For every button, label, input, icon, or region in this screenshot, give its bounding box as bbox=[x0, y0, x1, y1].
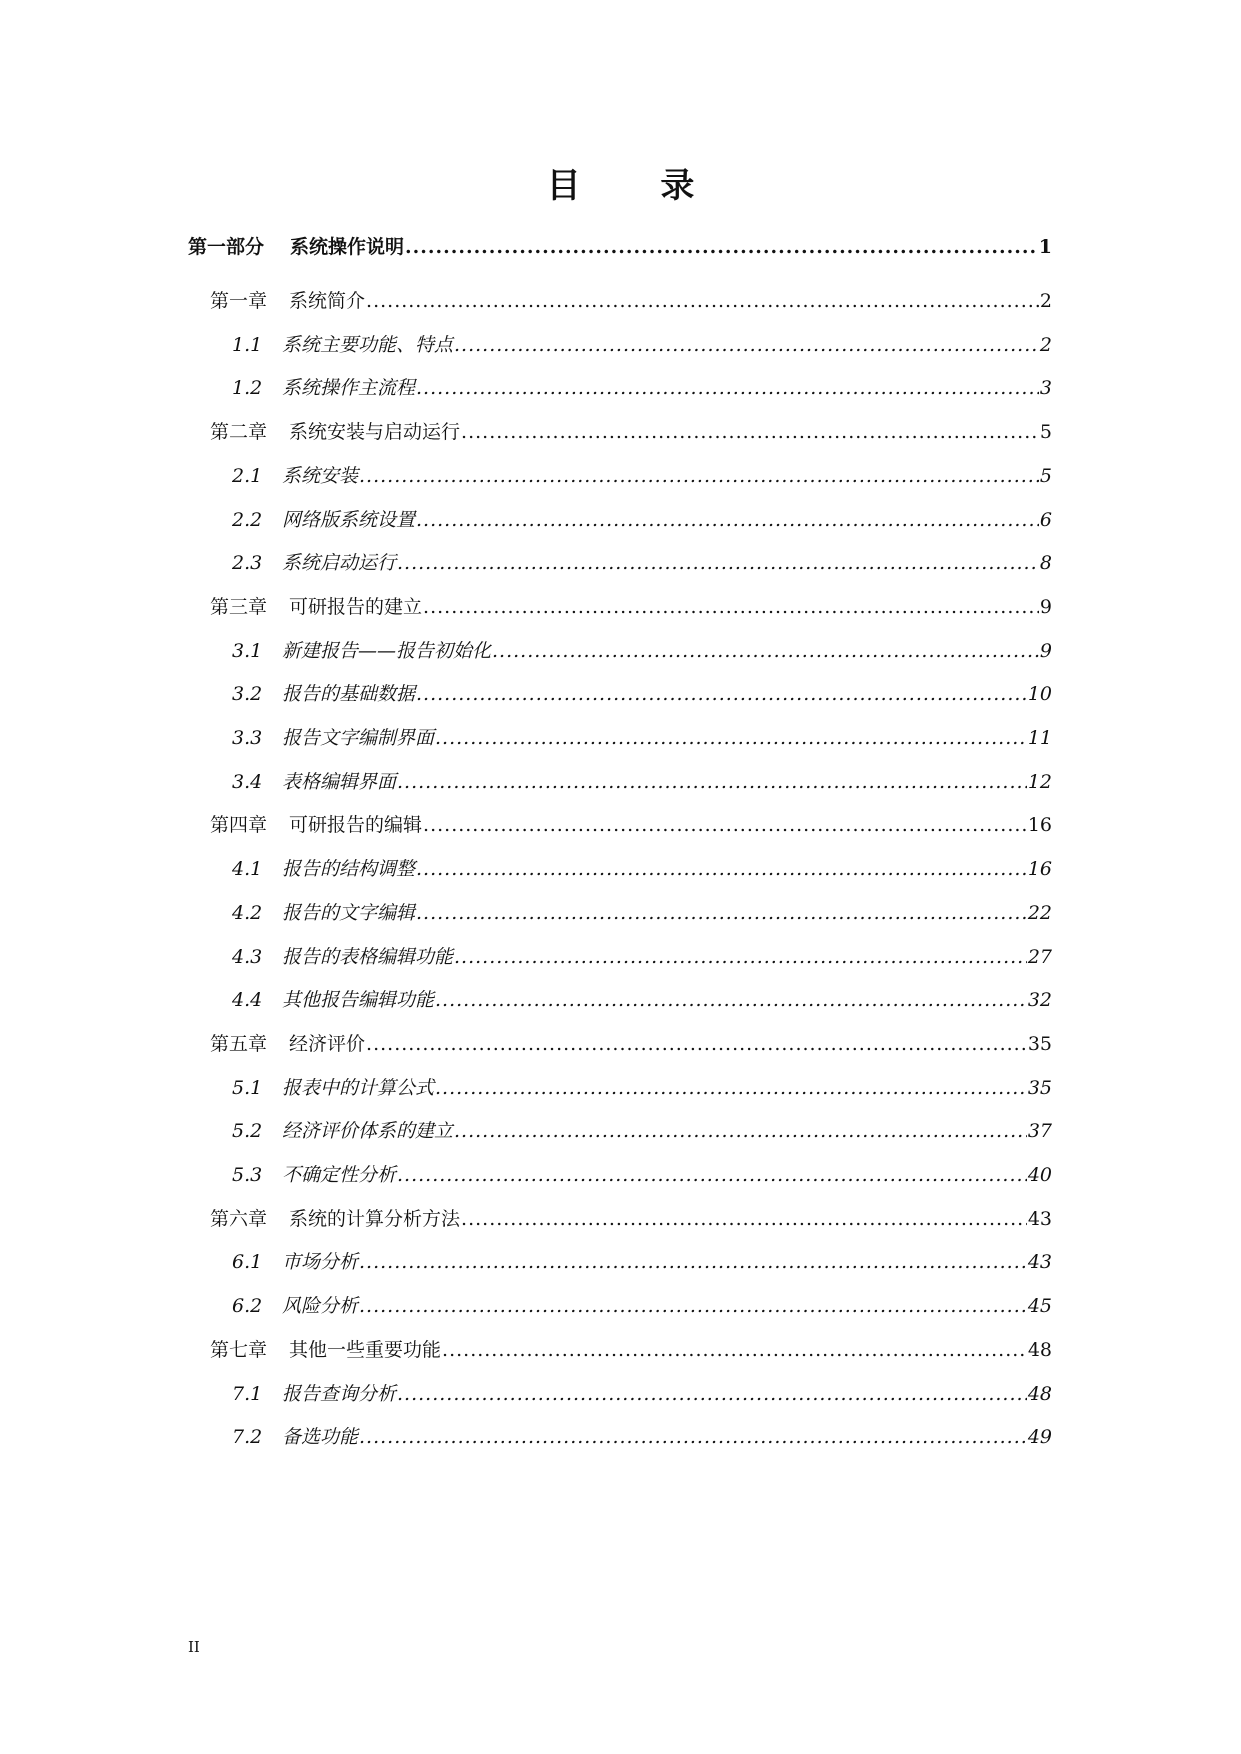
toc-entry[interactable] bbox=[232, 373, 1052, 400]
toc-entry-page: 40 bbox=[1027, 1164, 1052, 1186]
toc-entry-label bbox=[232, 1379, 396, 1406]
toc-entry[interactable] bbox=[210, 1204, 1052, 1231]
toc-entry-text: 市场分析 bbox=[282, 1251, 359, 1274]
dot-leader bbox=[492, 640, 1039, 662]
dot-leader bbox=[359, 1251, 1027, 1273]
toc-entry[interactable] bbox=[188, 232, 1052, 259]
toc-entry-label bbox=[232, 548, 396, 575]
toc-entry-number: 第一章 bbox=[210, 290, 268, 312]
dot-leader bbox=[454, 1120, 1027, 1142]
dot-leader bbox=[366, 1033, 1027, 1055]
toc-entry-page: 5 bbox=[1039, 464, 1052, 487]
toc-entry-text: 新建报告——报告初始化 bbox=[282, 639, 492, 662]
toc-entry[interactable] bbox=[232, 1116, 1052, 1143]
toc-entry-text: 系统安装与启动运行 bbox=[289, 421, 461, 444]
toc-entry-label bbox=[210, 1204, 460, 1231]
toc-entry-text: 报告的文字编辑 bbox=[282, 901, 416, 924]
toc-entry[interactable] bbox=[232, 1073, 1052, 1100]
dot-leader bbox=[397, 1164, 1027, 1186]
dot-leader bbox=[397, 1383, 1027, 1405]
toc-entry-text: 不确定性分析 bbox=[282, 1164, 397, 1186]
toc-entry-page: 8 bbox=[1039, 552, 1052, 575]
dot-leader bbox=[435, 1077, 1027, 1099]
toc-entry[interactable] bbox=[232, 1291, 1052, 1318]
toc-entry[interactable] bbox=[232, 548, 1052, 575]
dot-leader bbox=[405, 236, 1038, 258]
dot-leader bbox=[416, 509, 1039, 531]
dot-leader bbox=[416, 858, 1027, 880]
toc-entry[interactable] bbox=[232, 505, 1052, 532]
toc-entry-number: 第六章 bbox=[210, 1207, 268, 1230]
toc-entry-label bbox=[232, 679, 415, 706]
toc-entry-text: 系统操作主流程 bbox=[282, 377, 416, 400]
dot-leader bbox=[454, 334, 1039, 356]
toc-entry-page: 43 bbox=[1027, 1251, 1052, 1274]
toc-entry-number: 6.2 bbox=[232, 1295, 263, 1318]
toc-entry-text: 报告查询分析 bbox=[282, 1382, 397, 1405]
toc-entry-page: 11 bbox=[1027, 727, 1052, 749]
toc-entry-label bbox=[232, 1160, 396, 1187]
toc-entry-number: 4.1 bbox=[232, 858, 263, 881]
toc-entry-page: 37 bbox=[1027, 1120, 1052, 1143]
toc-entry-page: 3 bbox=[1039, 377, 1052, 400]
page-number-footer: II bbox=[188, 1638, 200, 1656]
toc-entry-page: 35 bbox=[1027, 1032, 1052, 1055]
toc-entry-text: 可研报告的建立 bbox=[289, 595, 423, 618]
toc-entry[interactable] bbox=[232, 985, 1052, 1012]
toc-entry-label bbox=[232, 636, 491, 663]
toc-entry-text: 风险分析 bbox=[282, 1295, 359, 1318]
toc-entry-number: 4.4 bbox=[232, 989, 263, 1012]
toc-entry-page: 48 bbox=[1027, 1338, 1052, 1361]
toc-entry[interactable] bbox=[232, 1160, 1052, 1187]
dot-leader bbox=[359, 465, 1039, 487]
toc-entry-text: 报告文字编制界面 bbox=[282, 727, 435, 749]
toc-entry-page: 16 bbox=[1027, 814, 1052, 837]
dot-leader bbox=[397, 771, 1027, 793]
toc-entry-text: 系统安装 bbox=[282, 464, 359, 487]
toc-entry[interactable] bbox=[210, 417, 1052, 444]
toc-entry[interactable] bbox=[232, 723, 1052, 750]
toc-entry-number: 4.3 bbox=[232, 945, 263, 968]
toc-entry-text: 报表中的计算公式 bbox=[282, 1076, 435, 1099]
toc-entry-number: 1.2 bbox=[232, 377, 263, 400]
toc-entry-number: 2.3 bbox=[232, 552, 263, 575]
toc-entry[interactable] bbox=[232, 461, 1052, 488]
toc-entry-page: 35 bbox=[1027, 1076, 1052, 1099]
toc-entry-label bbox=[232, 505, 415, 532]
toc-entry[interactable] bbox=[232, 767, 1052, 794]
toc-entry-label bbox=[210, 286, 365, 313]
toc-entry-text: 报告的基础数据 bbox=[282, 683, 416, 706]
toc-entry-page: 43 bbox=[1027, 1207, 1052, 1230]
toc-entry-label bbox=[210, 810, 422, 837]
toc-entry[interactable] bbox=[232, 1422, 1052, 1449]
toc-entry-page: 9 bbox=[1039, 595, 1052, 618]
dot-leader bbox=[454, 946, 1027, 968]
toc-entry[interactable] bbox=[232, 636, 1052, 663]
toc-entry-number: 第一部分 bbox=[188, 236, 265, 258]
toc-entry[interactable] bbox=[232, 942, 1052, 969]
toc-entry-text: 报告的结构调整 bbox=[282, 858, 416, 881]
toc-entry-number: 第四章 bbox=[210, 814, 268, 837]
toc-entry-number: 2.2 bbox=[232, 508, 263, 531]
toc-entry-page: 12 bbox=[1027, 770, 1052, 793]
toc-entry-label bbox=[210, 1335, 441, 1362]
toc-entry-label bbox=[232, 330, 453, 357]
toc-entry-text: 可研报告的编辑 bbox=[289, 814, 423, 837]
toc-entry-number: 3.3 bbox=[232, 727, 263, 749]
toc-entry-page: 32 bbox=[1027, 989, 1052, 1012]
toc-entry-text: 系统简介 bbox=[289, 290, 366, 312]
toc-entry[interactable] bbox=[210, 810, 1052, 837]
toc-entry-label bbox=[188, 232, 404, 259]
dot-leader bbox=[359, 1295, 1027, 1317]
toc-entry-label bbox=[210, 592, 422, 619]
dot-leader bbox=[416, 902, 1027, 924]
toc-entry[interactable] bbox=[232, 854, 1052, 881]
toc-entry-page: 45 bbox=[1027, 1295, 1052, 1318]
toc-entry-page: 2 bbox=[1039, 290, 1052, 312]
toc-entry[interactable] bbox=[210, 592, 1052, 619]
toc-entry-label bbox=[232, 1116, 453, 1143]
toc-entry-page: 6 bbox=[1039, 508, 1052, 531]
toc-entry-number: 1.1 bbox=[232, 333, 263, 356]
toc-entry-page: 10 bbox=[1027, 683, 1052, 706]
toc-entry-text: 经济评价 bbox=[289, 1032, 366, 1055]
toc-entry[interactable] bbox=[210, 286, 1052, 313]
toc-entry-label bbox=[210, 1029, 365, 1056]
toc-entry[interactable] bbox=[232, 679, 1052, 706]
toc-entry[interactable] bbox=[210, 1335, 1052, 1362]
toc-entry-text: 其他一些重要功能 bbox=[289, 1338, 442, 1361]
toc-entry-number: 第七章 bbox=[210, 1338, 268, 1361]
toc-entry-text: 经济评价体系的建立 bbox=[282, 1120, 454, 1143]
toc-entry[interactable] bbox=[232, 1247, 1052, 1274]
toc-entry-number: 7.1 bbox=[232, 1382, 263, 1405]
toc-entry-number: 3.1 bbox=[232, 639, 263, 662]
dot-leader bbox=[461, 1208, 1027, 1230]
dot-leader bbox=[366, 290, 1039, 312]
dot-leader bbox=[359, 1426, 1027, 1448]
toc-entry-number: 6.1 bbox=[232, 1251, 263, 1274]
dot-leader bbox=[423, 596, 1039, 618]
toc-entry-page: 48 bbox=[1027, 1382, 1052, 1405]
toc-entry-label bbox=[232, 985, 434, 1012]
toc-entry[interactable] bbox=[232, 1379, 1052, 1406]
page-title: 目 录 bbox=[546, 166, 729, 206]
dot-leader bbox=[397, 552, 1039, 574]
dot-leader bbox=[423, 814, 1027, 836]
toc-entry-label bbox=[232, 898, 415, 925]
toc-entry-number: 第五章 bbox=[210, 1032, 268, 1055]
dot-leader bbox=[461, 421, 1039, 443]
toc-entry-number: 5.2 bbox=[232, 1120, 263, 1143]
toc-entry[interactable] bbox=[232, 898, 1052, 925]
dot-leader bbox=[416, 683, 1027, 705]
toc-entry-number: 3.2 bbox=[232, 683, 263, 706]
toc-entry-text: 报告的表格编辑功能 bbox=[282, 945, 454, 968]
dot-leader bbox=[442, 1339, 1027, 1361]
dot-leader bbox=[435, 989, 1027, 1011]
toc-entry-label bbox=[232, 1422, 358, 1449]
toc-entry-number: 5.1 bbox=[232, 1076, 263, 1099]
toc-entry-label bbox=[232, 767, 396, 794]
toc-entry-page: 27 bbox=[1027, 945, 1052, 968]
toc-entry-text: 表格编辑界面 bbox=[282, 770, 397, 793]
toc-entry-number: 5.3 bbox=[232, 1164, 263, 1186]
toc-entry-number: 4.2 bbox=[232, 901, 263, 924]
toc-entry[interactable] bbox=[232, 330, 1052, 357]
dot-leader bbox=[416, 377, 1039, 399]
toc-entry-number: 2.1 bbox=[232, 464, 263, 487]
toc-entry-number: 第二章 bbox=[210, 421, 268, 444]
toc-entry-label bbox=[232, 854, 415, 881]
toc-entry-label bbox=[232, 461, 358, 488]
toc-entry-label bbox=[232, 942, 453, 969]
toc-entry-text: 备选功能 bbox=[282, 1426, 359, 1449]
toc-entry-number: 第三章 bbox=[210, 595, 268, 618]
toc-entry-page: 5 bbox=[1039, 421, 1052, 444]
toc-entry-text: 系统操作说明 bbox=[290, 236, 405, 258]
toc-entry-page: 1 bbox=[1038, 236, 1052, 258]
toc-entry-number: 7.2 bbox=[232, 1426, 263, 1449]
toc-entry-page: 16 bbox=[1027, 858, 1052, 881]
toc-entry-page: 22 bbox=[1027, 901, 1052, 924]
toc-entry-page: 49 bbox=[1027, 1426, 1052, 1449]
toc-entry-label bbox=[232, 1073, 434, 1100]
toc-entry-label bbox=[232, 1247, 358, 1274]
toc-entry-page: 2 bbox=[1039, 333, 1052, 356]
toc-entry-label bbox=[232, 723, 434, 750]
toc-entry-page: 9 bbox=[1039, 639, 1052, 662]
toc-entry[interactable] bbox=[210, 1029, 1052, 1056]
toc-entry-text: 其他报告编辑功能 bbox=[282, 989, 435, 1012]
toc-entry-text: 系统的计算分析方法 bbox=[289, 1207, 461, 1230]
toc-entry-text: 系统启动运行 bbox=[282, 552, 397, 575]
toc-entry-label bbox=[232, 1291, 358, 1318]
toc-entry-text: 系统主要功能、特点 bbox=[282, 333, 454, 356]
toc-entry-label bbox=[210, 417, 460, 444]
toc-entry-number: 3.4 bbox=[232, 770, 263, 793]
dot-leader bbox=[435, 727, 1027, 749]
toc-entry-text: 网络版系统设置 bbox=[282, 508, 416, 531]
toc-entry-label bbox=[232, 373, 415, 400]
